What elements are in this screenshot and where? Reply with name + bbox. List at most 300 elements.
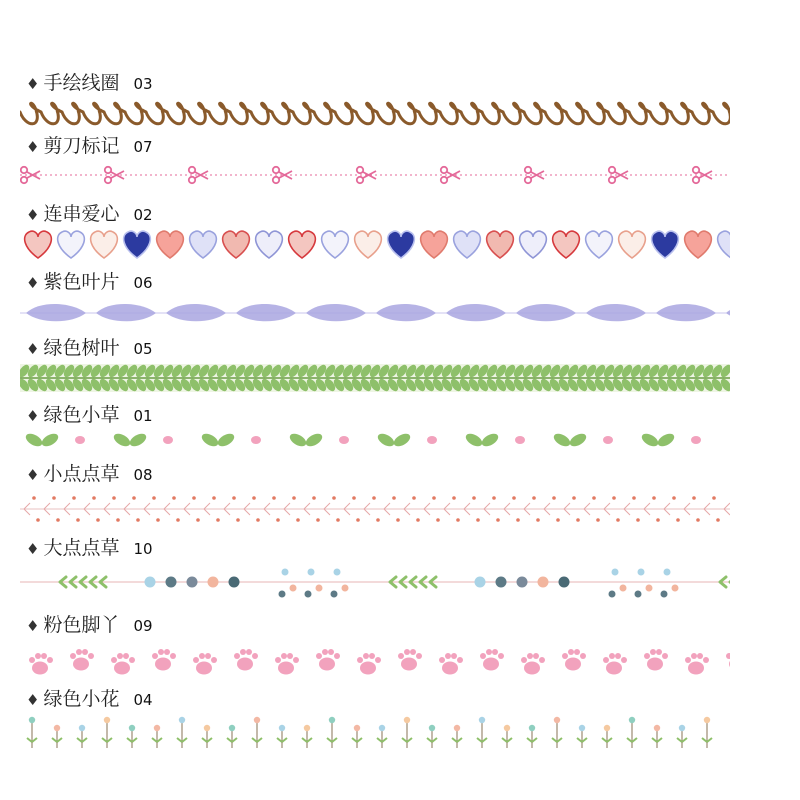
diamond-icon: ♦ [26,617,40,635]
paw-toe [164,649,170,655]
grass-leaf [376,431,397,449]
paw-toe [375,657,381,663]
flower-bud [479,717,485,723]
flower-bud [29,717,35,723]
paw-pad [565,658,581,671]
diamond-icon: ♦ [26,75,40,93]
pink-dot [339,436,349,444]
paw-toe [357,657,363,663]
row-label [26,131,153,158]
heart-icon [652,231,679,258]
paw-toe [603,657,609,663]
paw-toe [369,653,375,659]
paw-toe [486,649,492,655]
big-dot [612,569,619,576]
flower-bud [254,717,260,723]
big-dot-grass-strip [20,568,730,602]
small-dot [196,518,200,522]
grass-pattern [20,428,730,452]
small-dot [432,496,436,500]
paw-toe [152,653,158,659]
heart-icon [487,231,514,258]
item-code: 02 [133,206,153,224]
row-label [26,610,153,637]
small-dot [336,518,340,522]
pink-dot [603,436,613,444]
big-dot-grass-pattern [20,568,730,602]
big-dot [646,585,653,592]
paw-toe [205,653,211,659]
leaf-icon [236,304,296,321]
flower-bud [129,725,135,731]
hearts-strip [20,228,730,262]
heart-icon [586,231,613,258]
flower-bud [704,717,710,723]
item-code: 01 [133,407,153,425]
paw-toe [685,657,691,663]
small-dot [272,496,276,500]
loop-line [20,103,730,124]
pink-dot [427,436,437,444]
flower-bud [429,725,435,731]
paw-pad [196,662,212,675]
small-dot [76,518,80,522]
paw-toe [88,653,94,659]
small-dot [56,518,60,522]
paw-pad [688,662,704,675]
paw-toe [492,649,498,655]
small-dot [236,518,240,522]
small-dot [696,518,700,522]
paw-toe [70,653,76,659]
item-code: 08 [133,466,153,484]
pink-dot [515,436,525,444]
small-dot [152,496,156,500]
item-code: 04 [133,691,153,709]
paw-toe [439,657,445,663]
diamond-icon: ♦ [26,340,40,358]
leaf-icon [446,304,506,321]
paw-toe [246,649,252,655]
heart-icon [190,231,217,258]
flower-bud [354,725,360,731]
big-dot [308,569,315,576]
item-name: 小点点草 [43,463,120,485]
big-dot [331,591,338,598]
small-dot [592,496,596,500]
item-code: 09 [133,617,153,635]
big-dot [475,577,486,588]
row-label [26,267,153,294]
small-dot [352,496,356,500]
flower-bud [529,725,535,731]
paw-toe [726,653,730,659]
leaf-icon [656,304,716,321]
paw-toe [158,649,164,655]
item-name: 连串爱心 [43,203,120,225]
item-code: 06 [133,274,153,292]
heart-icon [322,231,349,258]
paw-toe [650,649,656,655]
small-dot [636,518,640,522]
paw-toe [609,653,615,659]
big-dot [290,585,297,592]
paw-toe [644,653,650,659]
small-dot [296,518,300,522]
small-dot [136,518,140,522]
small-dot [516,518,520,522]
grass-leaf [128,431,149,449]
paw-toe [234,653,240,659]
paw-toe [398,653,404,659]
small-dot [116,518,120,522]
big-dot [305,591,312,598]
paw-toe [293,657,299,663]
small-dot [676,518,680,522]
big-dot [187,577,198,588]
leaf-icon [166,304,226,321]
small-dot [392,496,396,500]
heart-icon [58,231,85,258]
small-dot [292,496,296,500]
small-dot [416,518,420,522]
item-code: 05 [133,340,153,358]
big-dot [538,577,549,588]
item-name: 绿色小草 [43,404,120,426]
flower-bud [679,725,685,731]
heart-icon [355,231,382,258]
heart-icon [223,231,250,258]
grass-leaf [656,431,677,449]
paw-toe [697,653,703,659]
pink-dot [691,436,701,444]
heart-icon [388,231,415,258]
flower-bud [379,725,385,731]
small-dot [376,518,380,522]
item-name: 绿色树叶 [43,337,120,359]
small-dot [512,496,516,500]
small-dot [276,518,280,522]
big-dot [342,585,349,592]
paw-toe [656,649,662,655]
flower-bud [404,717,410,723]
small-dot [132,496,136,500]
small-dot [396,518,400,522]
small-dot [656,518,660,522]
item-name: 手绘线圈 [43,72,120,94]
grass-strip [20,428,730,452]
grass-leaf [480,431,501,449]
heart-icon [553,231,580,258]
paw-toe [480,653,486,659]
paw-toe [29,657,35,663]
diamond-icon: ♦ [26,206,40,224]
grass-leaf [40,431,61,449]
grass-leaf [464,431,485,449]
small-dot [612,496,616,500]
paw-toe [281,653,287,659]
scissors-strip [20,162,730,188]
small-dot [672,496,676,500]
big-dot [635,591,642,598]
paw-toe [574,649,580,655]
flower-bud [629,717,635,723]
item-name: 粉色脚丫 [43,614,120,636]
big-dot [559,577,570,588]
big-dot [316,585,323,592]
small-dot [536,518,540,522]
row-label [26,199,153,226]
big-dot [279,591,286,598]
diamond-icon: ♦ [26,466,40,484]
diamond-icon: ♦ [26,274,40,292]
small-dot [632,496,636,500]
small-dot [32,496,36,500]
small-dot [216,518,220,522]
paw-toe [580,653,586,659]
paw-pad [114,662,130,675]
flower-bud [279,725,285,731]
leaf-icon [376,304,436,321]
dot-grass-strip [20,492,730,526]
paw-toe [117,653,123,659]
big-dot [166,577,177,588]
heart-icon [157,231,184,258]
flower-bud [154,725,160,731]
small-dot [52,496,56,500]
paw-pad [729,658,730,671]
heart-icon [256,231,283,258]
small-dot [332,496,336,500]
big-dot [661,591,668,598]
small-dot [232,496,236,500]
paw-toe [410,649,416,655]
paw-toe [211,657,217,663]
flower-bud [79,725,85,731]
leaf-icon [26,304,86,321]
heart-icon [124,231,151,258]
grass-leaf [112,431,133,449]
paw-toe [662,653,668,659]
small-dot [572,496,576,500]
pink-dot [251,436,261,444]
big-dot [229,577,240,588]
diamond-icon: ♦ [26,407,40,425]
flowers-pattern [20,714,730,752]
loops-pattern [20,96,730,136]
small-dot [476,518,480,522]
item-name: 绿色小花 [43,688,120,710]
item-code: 07 [133,138,153,156]
paw-toe [404,649,410,655]
paw-toe [451,653,457,659]
paw-pad [442,662,458,675]
leaf-icon [516,304,576,321]
paw-toe [193,657,199,663]
purple-leaves-pattern [20,300,730,326]
paw-toe [539,657,545,663]
flower-bud [179,717,185,723]
small-dot [576,518,580,522]
paw-toe [533,653,539,659]
small-dot [192,496,196,500]
small-dot [652,496,656,500]
paw-toe [521,657,527,663]
big-dot [672,585,679,592]
big-dot [334,569,341,576]
small-dot [256,518,260,522]
small-dot [492,496,496,500]
paw-toe [47,657,53,663]
flower-bud [329,717,335,723]
small-dot [552,496,556,500]
row-label [26,333,153,360]
small-dot [616,518,620,522]
grass-leaf [200,431,221,449]
paw-toe [240,649,246,655]
big-dot [496,577,507,588]
heart-icon [25,231,52,258]
small-dot [156,518,160,522]
small-dot [212,496,216,500]
grass-leaf [216,431,237,449]
flower-bud [579,725,585,731]
heart-icon [91,231,118,258]
hearts-pattern [20,228,730,262]
small-dot [96,518,100,522]
paw-toe [76,649,82,655]
leaf-icon [96,304,156,321]
grass-leaf [568,431,589,449]
leaf-icon [726,304,730,321]
flower-bud [104,717,110,723]
small-dot [692,496,696,500]
item-name: 大点点草 [43,537,120,559]
paw-toe [252,653,258,659]
paw-pad [73,658,89,671]
big-dot [208,577,219,588]
paw-toe [445,653,451,659]
big-dot [517,577,528,588]
small-dot [312,496,316,500]
item-code: 10 [133,540,153,558]
small-dot [252,496,256,500]
paw-toe [322,649,328,655]
heart-icon [454,231,481,258]
small-dot [456,518,460,522]
paw-toe [41,653,47,659]
grass-leaf [640,431,661,449]
paw-toe [615,653,621,659]
green-vine-pattern [20,364,730,392]
paw-toe [123,653,129,659]
paw-toe [111,657,117,663]
small-dot [412,496,416,500]
row-label [26,533,153,560]
paw-pad [606,662,622,675]
leaf-icon [586,304,646,321]
row-label [26,684,153,711]
small-dot [716,518,720,522]
flower-bud [229,725,235,731]
grass-leaf [552,431,573,449]
grass-leaf [24,431,45,449]
scissors-pattern [20,162,730,188]
paw-pad [319,658,335,671]
small-dot [356,518,360,522]
grass-leaf [288,431,309,449]
paw-toe [334,653,340,659]
flowers-strip [20,714,730,752]
small-dot [556,518,560,522]
big-dot [282,569,289,576]
paw-pad [155,658,171,671]
paw-pad [483,658,499,671]
heart-icon [520,231,547,258]
diamond-icon: ♦ [26,691,40,709]
leaf-icon [306,304,366,321]
paws-strip [20,645,730,677]
flower-bud [504,725,510,731]
big-dot [145,577,156,588]
small-dot [596,518,600,522]
paw-toe [621,657,627,663]
paw-pad [524,662,540,675]
grass-leaf [392,431,413,449]
paw-pad [278,662,294,675]
paw-toe [568,649,574,655]
diamond-icon: ♦ [26,540,40,558]
flower-bud [54,725,60,731]
paw-toe [199,653,205,659]
small-dot [172,496,176,500]
pink-dot [75,436,85,444]
paw-toe [129,657,135,663]
paw-toe [527,653,533,659]
big-dot [609,591,616,598]
row-label [26,400,153,427]
paw-toe [691,653,697,659]
grass-leaf [304,431,325,449]
paw-toe [363,653,369,659]
paw-toe [275,657,281,663]
big-dot [638,569,645,576]
pink-dot [163,436,173,444]
flower-bud [204,725,210,731]
small-dot [436,518,440,522]
small-dot [36,518,40,522]
paw-toe [416,653,422,659]
paw-toe [82,649,88,655]
paw-toe [703,657,709,663]
row-label [26,459,153,486]
small-dot [712,496,716,500]
paw-toe [287,653,293,659]
small-dot [316,518,320,522]
green-vine-strip [20,364,730,392]
small-dot [72,496,76,500]
flower-bud [554,717,560,723]
small-dot [532,496,536,500]
loops-strip [20,96,730,136]
small-dot [372,496,376,500]
small-dot [452,496,456,500]
paw-toe [170,653,176,659]
paw-pad [237,658,253,671]
paw-pad [401,658,417,671]
flower-bud [304,725,310,731]
small-dot [92,496,96,500]
